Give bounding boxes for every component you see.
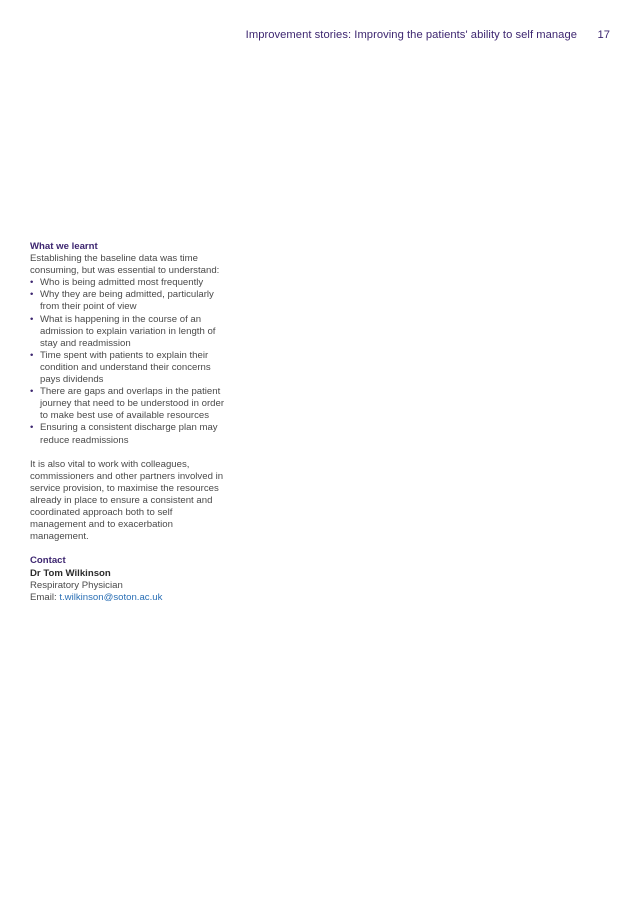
contact-email-line <box>30 592 230 604</box>
page-number: 17 <box>597 29 610 41</box>
email-link[interactable]: t.wilkinson@soton.ac.uk <box>59 591 163 603</box>
list-item <box>30 277 230 289</box>
spacer <box>30 447 230 459</box>
learnt-intro: Establishing the baseline data was time consuming, but was essential to understand: <box>30 253 220 277</box>
list-item-text: There are gaps and overlaps in the patient journey that need to be understood in order to make best use of available resources <box>40 386 225 422</box>
header-title: Improvement stories: Improving the patients' ability to self manage <box>245 29 577 41</box>
email-label: Email: <box>30 591 57 603</box>
contact-role: Respiratory Physician <box>30 579 123 591</box>
running-header <box>0 29 638 45</box>
list-item-text: Why they are being admitted, particularly from their point of view <box>40 289 214 313</box>
what-we-learnt-heading: What we learnt <box>30 241 98 252</box>
list-item <box>30 314 230 350</box>
learnt-closing: It is also vital to work with colleagues, commissioners and other partners involved in service provision, to maximise the resources already in place to ensure a consistent and coordinated approach both to self management and to exacerbation management. <box>30 458 224 543</box>
bullet-icon: • <box>30 422 34 434</box>
list-item <box>30 289 230 313</box>
spacer <box>30 543 230 555</box>
list-item <box>30 386 230 422</box>
bullet-icon: • <box>30 277 34 289</box>
contact-name: Dr Tom Wilkinson <box>30 567 111 579</box>
list-item-text: Ensuring a consistent discharge plan may reduce readmissions <box>40 422 218 446</box>
learnt-list <box>30 277 230 446</box>
list-item-text: Time spent with patients to explain their condition and understand their concerns pays dividends <box>40 349 211 386</box>
list-item-text: Who is being admitted most frequently <box>40 277 204 289</box>
bullet-icon: • <box>30 386 34 398</box>
list-item-text: What is happening in the course of an admission to explain variation in length of stay and readmission <box>40 313 216 349</box>
bullet-icon: • <box>30 349 34 361</box>
bullet-icon: • <box>30 313 34 325</box>
bullet-icon: • <box>30 289 34 301</box>
list-item <box>30 422 230 446</box>
list-item <box>30 350 230 386</box>
left-column <box>30 241 230 604</box>
contact-heading: Contact <box>30 555 66 567</box>
